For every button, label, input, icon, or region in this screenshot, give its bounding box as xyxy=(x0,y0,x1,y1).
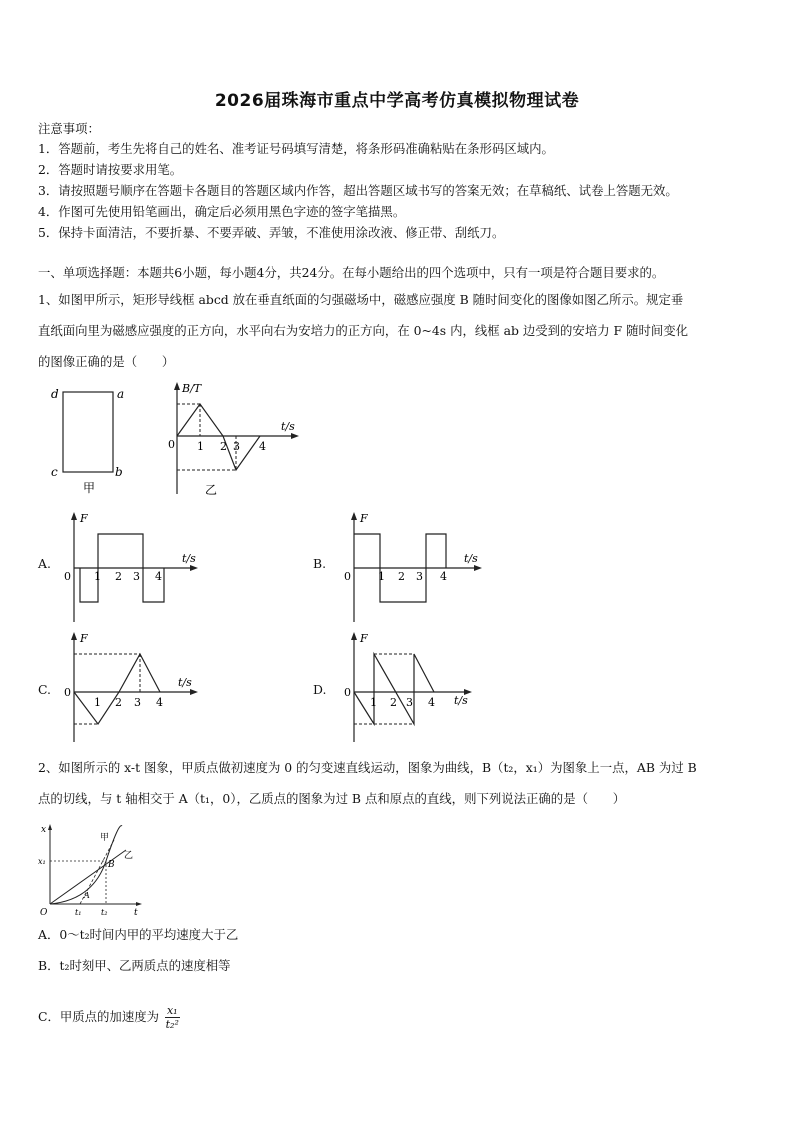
b-tick-3: 3 xyxy=(416,570,423,583)
d-tick-4: 4 xyxy=(428,696,435,709)
label-d: d xyxy=(51,387,59,401)
q2-yi: 乙 xyxy=(124,851,134,861)
q1-line-2: 直纸面向里为磁感应强度的正方向，水平向右为安培力的正方向，在 0~4s 内，线框 ab 边受到的安培力 F 随时间变化 xyxy=(38,323,689,338)
option-b-graph xyxy=(340,510,485,625)
caption-yi: 乙 xyxy=(205,483,218,497)
fraction-numerator: x₁ xyxy=(166,1004,178,1017)
label-c: c xyxy=(51,465,58,479)
q2-t2: t₂ xyxy=(101,908,108,917)
a-ylabel: F xyxy=(80,512,88,525)
figure-jia xyxy=(45,380,135,498)
yi-origin: 0 xyxy=(168,438,175,451)
yi-xlabel: t/s xyxy=(281,420,295,433)
a-tick-4: 4 xyxy=(155,570,162,583)
d-tick-2: 2 xyxy=(390,696,397,709)
option-d-label[interactable]: D. xyxy=(313,682,327,697)
q2-line-2: 点的切线，与 t 轴相交于 A（t₁，0），乙质点的图象为过 B 点和原点的直线，则下列说法正确的是（ ） xyxy=(38,791,626,806)
option-d-graph xyxy=(340,630,485,745)
q2-B: B xyxy=(108,860,115,870)
b-ylabel: F xyxy=(360,512,368,525)
fraction xyxy=(165,1004,180,1031)
b-origin: 0 xyxy=(344,570,351,583)
label-b: b xyxy=(115,465,123,479)
d-origin: 0 xyxy=(344,686,351,699)
a-tick-1: 1 xyxy=(94,570,101,583)
option-a-label[interactable]: A. xyxy=(38,556,51,571)
section-heading: 一、单项选择题：本题共6小题，每小题4分，共24分。在每小题给出的四个选项中，只有一项是符合题目要求的。 xyxy=(38,265,665,280)
notice-item-2: 2．答题时请按要求用笔。 xyxy=(38,162,183,177)
b-tick-1: 1 xyxy=(378,570,385,583)
q2-option-a[interactable]: A．0～t₂时间内甲的平均速度大于乙 xyxy=(38,927,239,942)
option-c-graph xyxy=(60,630,200,745)
yi-tick-2: 2 xyxy=(220,440,227,453)
b-tick-4: 4 xyxy=(440,570,447,583)
c-origin: 0 xyxy=(64,686,71,699)
c-tick-2: 2 xyxy=(115,696,122,709)
d-xlabel: t/s xyxy=(454,694,468,707)
notice-item-4: 4．作图可先使用铅笔画出，确定后必须用黑色字迹的签字笔描黑。 xyxy=(38,204,406,219)
notice-item-1: 1．答题前，考生先将自己的姓名、准考证号码填写清楚，将条形码准确粘贴在条形码区域内。 xyxy=(38,141,554,156)
b-xlabel: t/s xyxy=(464,552,478,565)
yi-tick-1: 1 xyxy=(197,440,204,453)
q2-line-1: 2、如图所示的 x-t 图象，甲质点做初速度为 0 的匀变速直线运动，图象为曲线，B（t₂，x₁）为图象上一点，AB 为过 B xyxy=(38,760,697,775)
q2-origin: O xyxy=(40,908,48,917)
q2-t1: t₁ xyxy=(75,908,82,917)
q2-x-label: t xyxy=(134,908,138,917)
q2-option-c[interactable] xyxy=(38,1004,180,1031)
notice-item-3: 3．请按照题号顺序在答题卡各题目的答题区域内作答，超出答题区域书写的答案无效；在草稿纸、试卷上答题无效。 xyxy=(38,183,678,198)
c-ylabel: F xyxy=(80,632,88,645)
caption-jia: 甲 xyxy=(83,481,96,495)
a-xlabel: t/s xyxy=(182,552,196,565)
page-title: 2026届珠海市重点中学高考仿真模拟物理试卷 xyxy=(214,91,580,111)
option-a-graph xyxy=(60,510,200,625)
a-origin: 0 xyxy=(64,570,71,583)
yi-tick-3: 3 xyxy=(233,440,240,453)
a-tick-2: 2 xyxy=(115,570,122,583)
figure-yi xyxy=(165,380,305,498)
q1-line-3: 的图像正确的是（ ） xyxy=(38,354,175,369)
d-tick-1: 1 xyxy=(370,696,377,709)
q2-option-c-text: C．甲质点的加速度为 xyxy=(38,1009,159,1024)
c-tick-1: 1 xyxy=(94,696,101,709)
c-tick-4: 4 xyxy=(156,696,163,709)
q2-jia: 甲 xyxy=(100,833,110,843)
q2-xt-graph xyxy=(38,822,148,917)
notice-item-5: 5．保持卡面清洁，不要折暴、不要弄破、弄皱，不准使用涂改液、修正带、刮纸刀。 xyxy=(38,225,505,240)
c-tick-3: 3 xyxy=(134,696,141,709)
c-xlabel: t/s xyxy=(178,676,192,689)
yi-tick-4: 4 xyxy=(259,440,266,453)
option-c-label[interactable]: C. xyxy=(38,682,51,697)
d-tick-3: 3 xyxy=(406,696,413,709)
q2-A: A xyxy=(84,891,90,900)
label-a: a xyxy=(117,387,125,401)
fraction-denominator: t₂² xyxy=(165,1018,179,1031)
d-ylabel: F xyxy=(360,632,368,645)
q2-option-b[interactable]: B．t₂时刻甲、乙两质点的速度相等 xyxy=(38,958,231,973)
a-tick-3: 3 xyxy=(133,570,140,583)
q2-x1: x₁ xyxy=(38,857,46,866)
b-tick-2: 2 xyxy=(398,570,405,583)
yi-ylabel: B/T xyxy=(182,382,202,395)
notice-heading: 注意事项： xyxy=(38,121,100,136)
q1-line-1: 1、如图甲所示，矩形导线框 abcd 放在垂直纸面的匀强磁场中，磁感应强度 B 随时间变化的图像如图乙所示。规定垂 xyxy=(38,292,684,307)
option-b-label[interactable]: B. xyxy=(313,556,327,571)
q2-y-label: x xyxy=(41,825,47,835)
